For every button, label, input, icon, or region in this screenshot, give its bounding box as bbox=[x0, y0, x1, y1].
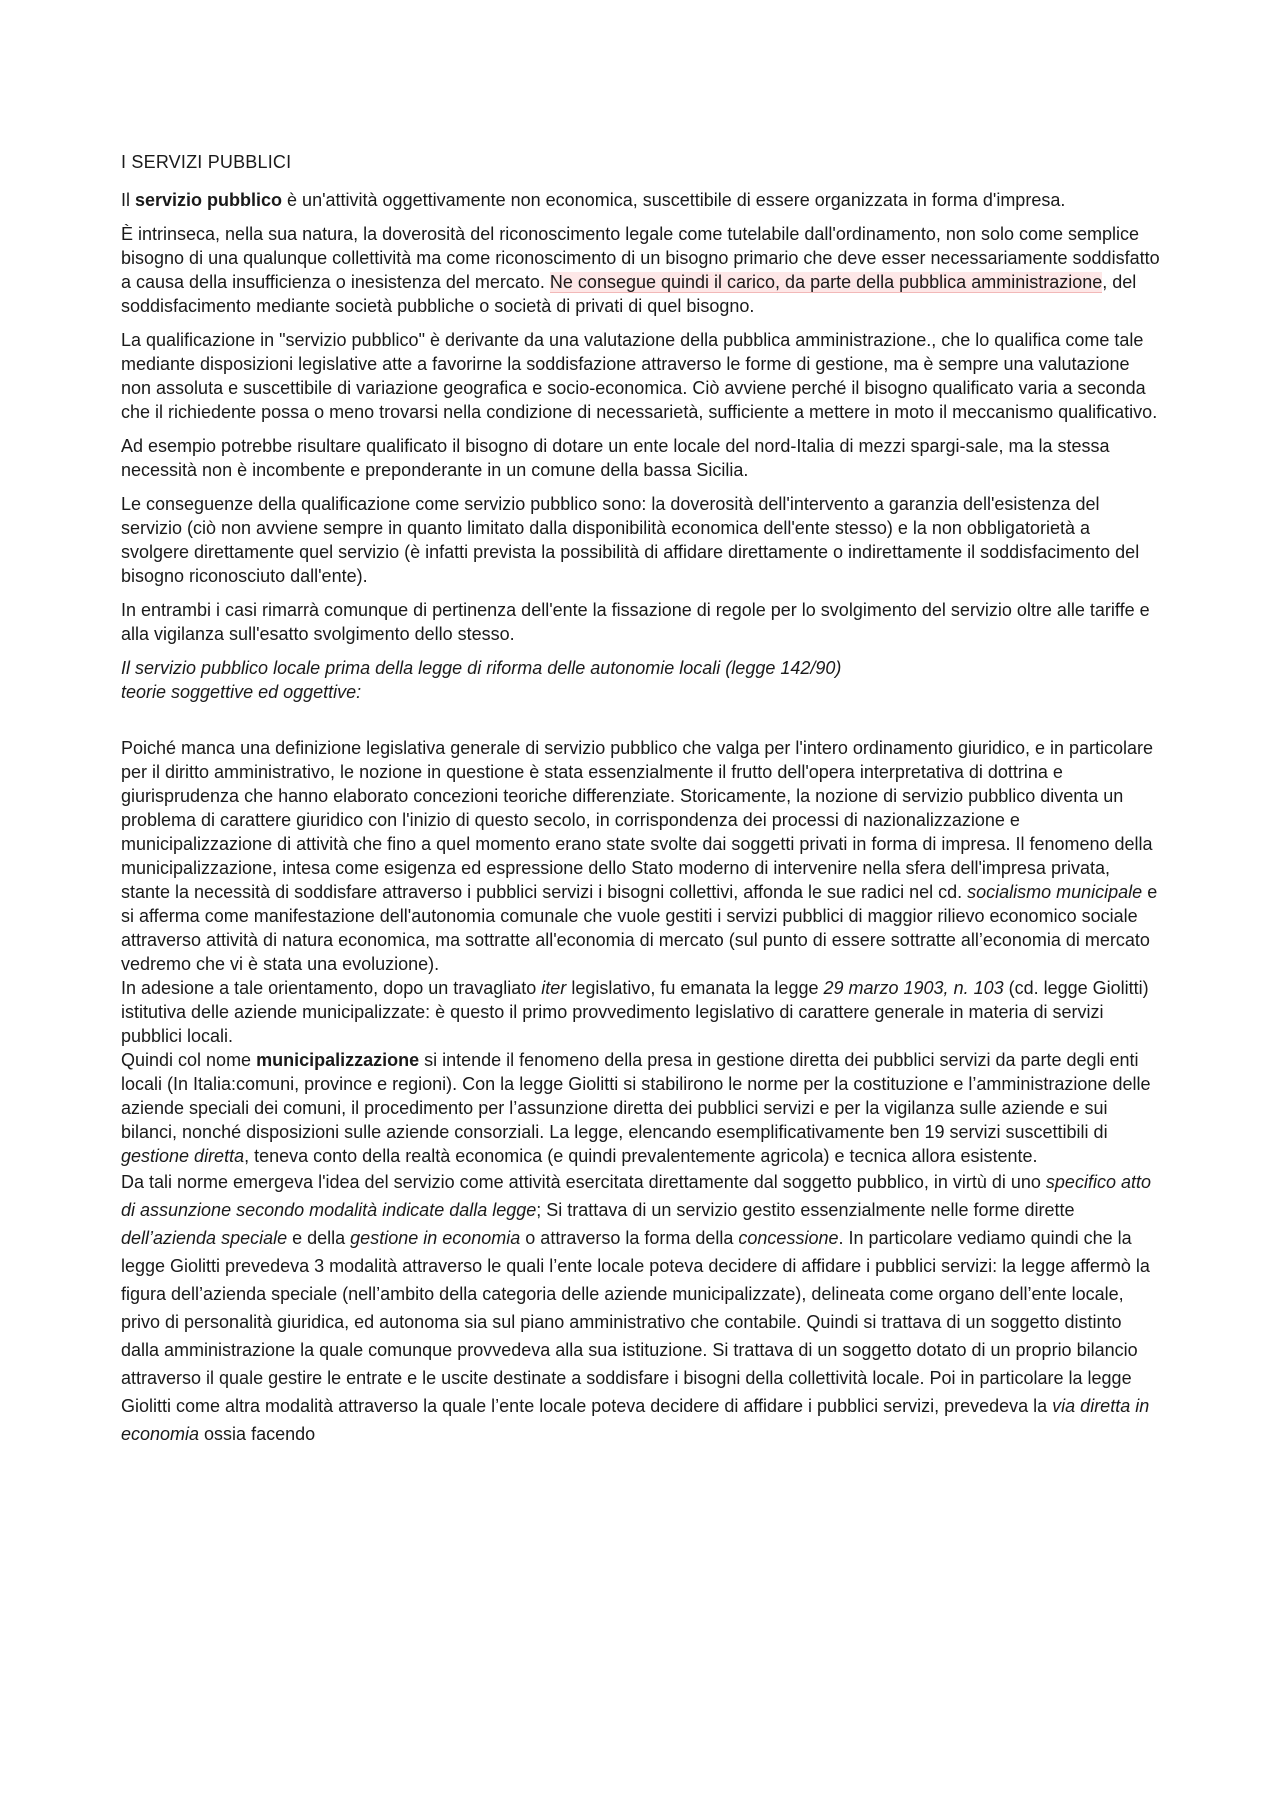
italic-law-date: 29 marzo 1903, n. 103 bbox=[823, 978, 1004, 998]
blank-spacer bbox=[121, 704, 1161, 736]
paragraph-definition: Il servizio pubblico è un'attività oggettivamente non economica, suscettibile di essere organizzata in forma d'impresa. bbox=[121, 190, 1066, 210]
paragraph-esempio: Ad esempio potrebbe risultare qualificato il bisogno di dotare un ente locale del nord-Italia di mezzi spargi-sale, ma la stessa necessità non è incombente e preponderante in un comune della bassa Sicilia. bbox=[121, 436, 1110, 480]
paragraph-conseguenze: Le conseguenze della qualificazione come servizio pubblico sono: la doverosità dell'intervento a garanzia dell'esistenza del servizio (ciò non avviene sempre in quanto limitato dalla disponibilità economica dell'ente stesso) e la non obbligatorietà a svolgere direttamente quel servizio (è infatti prevista la possibilità di affidare direttamente o indirettamente il soddisfacimento del bisogno riconosciuto dall'ente). bbox=[121, 494, 1140, 586]
paragraph-municipalizzazione: Quindi col nome municipalizzazione si intende il fenomeno della presa in gestione diretta dei pubblici servizi da parte degli enti locali (In Italia:comuni, province e regioni). Con la legge Giolitti si stabilirono le norme per la costituzione e l’amministrazione delle aziende speciali dei comuni, il procedimento per l’assunzione diretta dei pubblici servizi e per la vigilanza sulle aziende e sui bilanci, nonché disposizioni sulle aziende consorziali. La legge, elencando esemplificativamente ben 19 servizi suscettibili di gestione diretta, teneva conto della realtà economica (e quindi prevalentemente agricola) e tecnica allora esistente. bbox=[121, 1050, 1151, 1166]
italic-via-diretta: via diretta in economia bbox=[121, 1396, 1150, 1444]
bold-term-municipalizzazione: municipalizzazione bbox=[256, 1050, 420, 1070]
paragraph-doverosita: È intrinseca, nella sua natura, la doverosità del riconoscimento legale come tutelabile dall'ordinamento, non solo come semplice bisogno di una qualunque collettività ma come riconoscimento di un bisogno primario che deve esser necessariamente soddisfatto a causa della insufficienza o inesistenza del mercato. Ne consegue quindi il carico, da parte della pubblica amministrazione, del soddisfacimento mediante società pubbliche o società di privati di quel bisogno. bbox=[121, 224, 1160, 316]
italic-socialismo-municipale: socialismo municipale bbox=[967, 882, 1143, 902]
paragraph-qualificazione: La qualificazione in "servizio pubblico" è derivante da una valutazione della pubblica amministrazione., che lo qualifica come tale mediante disposizioni legislative atte a favorirne la soddisfazione attraverso le forme di gestione, ma è sempre una valutazione non assoluta e suscettibile di variazione geografica e socio-economica. Ciò avviene perché il bisogno qualificato varia a seconda che il richiedente possa o meno trovarsi nella condizione di necessarietà, sufficiente a mettere in moto il meccanismo qualificativo. bbox=[121, 330, 1158, 422]
paragraph-legge-giolitti: In adesione a tale orientamento, dopo un travagliato iter legislativo, fu emanata la legge 29 marzo 1903, n. 103 (cd. legge Giolitti) istitutiva delle aziende municipalizzate: è questo il primo provvedimento legislativo di carattere generale in materia di servizi pubblici locali. bbox=[121, 978, 1149, 1046]
paragraph-storia: Poiché manca una definizione legislativa generale di servizio pubblico che valga per l'intero ordinamento giuridico, e in particolare per il diritto amministrativo, le nozione in questione è stata essenzialmente il frutto dell'opera interpretativa di dottrina e giurisprudenza che hanno elaborato concezioni teoriche differenziate. Storicamente, la nozione di servizio pubblico diventa un problema di carattere giuridico con l'inizio di questo secolo, in corrispondenza dei processi di nazionalizzazione e municipalizzazione di attività che fino a quel momento erano state svolte dai soggetti privati in forma di impresa. Il fenomeno della municipalizzazione, intesa come esigenza ed espressione dello Stato moderno di intervenire nella sfera dell'impresa privata, stante la necessità di soddisfare attraverso i pubblici servizi i bisogni collettivi, affonda le sue radici nel cd. socialismo municipale e si afferma come manifestazione dell'autonomia comunale che vuole gestiti i servizi pubblici di maggior rilievo economico sociale attraverso attività di natura economica, ma sottratte all'economia di mercato (sul punto di essere sottratte all’economia di mercato vedremo che vi è stata una evoluzione). bbox=[121, 738, 1158, 974]
italic-iter: iter bbox=[541, 978, 567, 998]
italic-azienda-speciale: dell’azienda speciale bbox=[121, 1228, 288, 1248]
paragraph-modalita: Da tali norme emergeva l'idea del servizio come attività esercitata direttamente dal soggetto pubblico, in virtù di uno specifico atto di assunzione secondo modalità indicate dalla legge; Si trattava di un servizio gestito essenzialmente nelle forme dirette dell’azienda speciale e della gestione in economia o attraverso la forma della concessione. In particolare vediamo quindi che la legge Giolitti prevedeva 3 modalità attraverso le quali l’ente locale poteva decidere di affidare i pubblici servizi: la legge affermò la figura dell’azienda speciale (nell’ambito della categoria delle aziende municipalizzate), delineata come organo dell’ente locale, privo di personalità giuridica, ed autonoma sia sul piano amministrativo che contabile. Quindi si trattava di un soggetto distinto dalla amministrazione la quale comunque provvedeva alla sua istituzione. Si trattava di un soggetto dotato di un proprio bilancio attraverso il quale gestire le entrate e le uscite destinate a soddisfare i bisogni della collettività locale. Poi in particolare la legge Giolitti come altra modalità attraverso la quale l’ente locale poteva decidere di affidare i pubblici servizi, prevedeva la via diretta in economia ossia facendo bbox=[121, 1172, 1151, 1444]
subheading-line-1: Il servizio pubblico locale prima della legge di riforma delle autonomie locali (legge 142/90) bbox=[121, 658, 842, 678]
section-subheading bbox=[121, 656, 1161, 704]
bold-term-servizio-pubblico: servizio pubblico bbox=[135, 190, 283, 210]
document-body bbox=[121, 150, 1161, 1448]
italic-atto-assunzione: specifico atto di assunzione secondo modalità indicate dalla legge bbox=[121, 1172, 1151, 1220]
subheading-line-2: teorie soggettive ed oggettive: bbox=[121, 682, 362, 702]
highlighted-text[interactable]: Ne consegue quindi il carico, da parte della pubblica amministrazione bbox=[549, 272, 1103, 292]
page-title: I SERVIZI PUBBLICI bbox=[121, 152, 292, 172]
italic-gestione-economia: gestione in economia bbox=[350, 1228, 521, 1248]
italic-gestione-diretta: gestione diretta bbox=[121, 1146, 245, 1166]
italic-concessione: concessione bbox=[738, 1228, 839, 1248]
paragraph-entrambi-casi: In entrambi i casi rimarrà comunque di pertinenza dell'ente la fissazione di regole per lo svolgimento del servizio oltre alle tariffe e alla vigilanza sull'esatto svolgimento dello stesso. bbox=[121, 600, 1150, 644]
